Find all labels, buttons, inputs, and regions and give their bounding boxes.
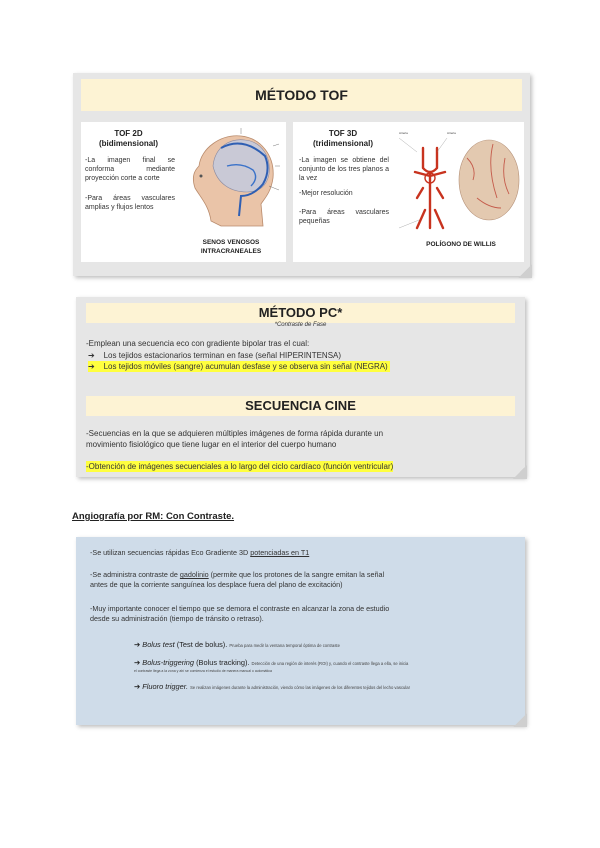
contrast-p2-line1: -Se administra contraste de gadolinio (permite que los protones de la sangre emitan la señal (90, 570, 385, 579)
cine-title: SECUENCIA CINE (86, 396, 515, 416)
arrow-icon: ➔ (88, 362, 95, 371)
pc-intro: -Emplean una secuencia eco con gradiente bipolar tras el cual: (86, 339, 310, 348)
t1-term: potenciadas en T1 (250, 548, 310, 557)
fluoro-trigger-item: ➔ Fluoro trigger. Se realizan imágenes durante la administración, viendo cómo las imágenes de los diferentes tejidos del lecho vascular (134, 682, 411, 691)
contrast-p1: -Se utilizan secuencias rápidas Eco Gradiente 3D potenciadas en T1 (90, 548, 310, 557)
page-curl (513, 713, 527, 727)
pc-bullet-2: ➔ Los tejidos móviles (sangre) acumulan desfase y se observa sin señal (NEGRA) (88, 362, 388, 371)
tof-2d-title: TOF 2D (114, 129, 143, 138)
circle-of-willis-image (397, 128, 521, 240)
cine-text-1b: movimiento fisiológico que tiene lugar en el interior del cuerpo humano (86, 440, 337, 449)
tof-3d-panel (293, 122, 524, 262)
page-curl (518, 264, 532, 278)
cine-text-1a: -Secuencias en la que se adquieren múltiples imágenes de forma rápida durante un (86, 429, 384, 438)
tof-3d-text-3: -Para áreas vasculares pequeñas (299, 209, 389, 225)
tof-2d-caption-1: SENOS VENOSOS (202, 239, 260, 246)
bolus-test-item: ➔ Bolus test (Test de bolus). Prueba para medir la ventana temporal óptima de contraste (134, 640, 340, 649)
head-venous-sinus-image (181, 126, 281, 236)
pc-title: MÉTODO PC* (86, 303, 515, 323)
tof-card (73, 73, 530, 276)
contrast-p2-line2: antes de que la corriente sanguínea los desplace fuera del plano de excitación) (90, 580, 343, 589)
tof-3d-text-1: -La imagen se obtiene del conjunto de los tres planos a la vez (299, 157, 389, 182)
cine-text-2: -Obtención de imágenes secuenciales a lo largo del ciclo cardíaco (función ventricular) (86, 462, 394, 471)
pc-card (76, 297, 525, 477)
pc-bullet-1: ➔ Los tejidos estacionarios terminan en fase (señal HIPERINTENSA) (88, 351, 342, 360)
contrast-p3-line1: -Muy importante conocer el tiempo que se demora el contraste en alcanzar la zona de estudio (90, 604, 390, 613)
bolus-triggering-item: ➔ Bolus-triggering (Bolus tracking). Detección de una región de interés (ROI) y, cuando el contraste llega a ella, se inicia (134, 658, 409, 667)
tof-2d-text-2: -Para áreas vasculares amplias y flujos lentos (85, 195, 175, 211)
page-curl (513, 465, 527, 479)
svg-text:Arteria: Arteria (447, 131, 456, 135)
tof-3d-text-2: -Mejor resolución (299, 190, 353, 197)
tof-2d-panel (81, 122, 286, 262)
tof-3d-title: TOF 3D (328, 129, 358, 138)
arrow-icon: ➔ (134, 658, 141, 667)
bolus-triggering-line2: el contraste llega a la zona y ahí se comienza el estudio de manera manual o automática (134, 669, 272, 673)
tof-3d-subtitle: (tridimensional) (312, 139, 373, 148)
tof-title: MÉTODO TOF (81, 79, 522, 111)
contrast-heading: Angiografía por RM: Con Contraste. (72, 511, 235, 522)
svg-text:Arteria: Arteria (399, 131, 408, 135)
tof-2d-caption-2: INTRACRANEALES (200, 248, 262, 255)
tof-2d-text-1: -La imagen final se conforma mediante proyección corte a corte (85, 157, 175, 182)
contrast-p3-line2: desde su administración (tiempo de tránsito o retraso). (90, 614, 264, 623)
contrast-card (76, 537, 525, 725)
tof-3d-caption: POLÍGONO DE WILLIS (426, 241, 496, 248)
arrow-icon: ➔ (134, 682, 141, 691)
arrow-icon: ➔ (88, 351, 95, 360)
gadolinio-term: gadolinio (179, 570, 209, 579)
pc-subtitle: *Contraste de Fase (274, 322, 327, 328)
arrow-icon: ➔ (134, 640, 141, 649)
tof-2d-subtitle: (bidimensional) (98, 139, 159, 148)
